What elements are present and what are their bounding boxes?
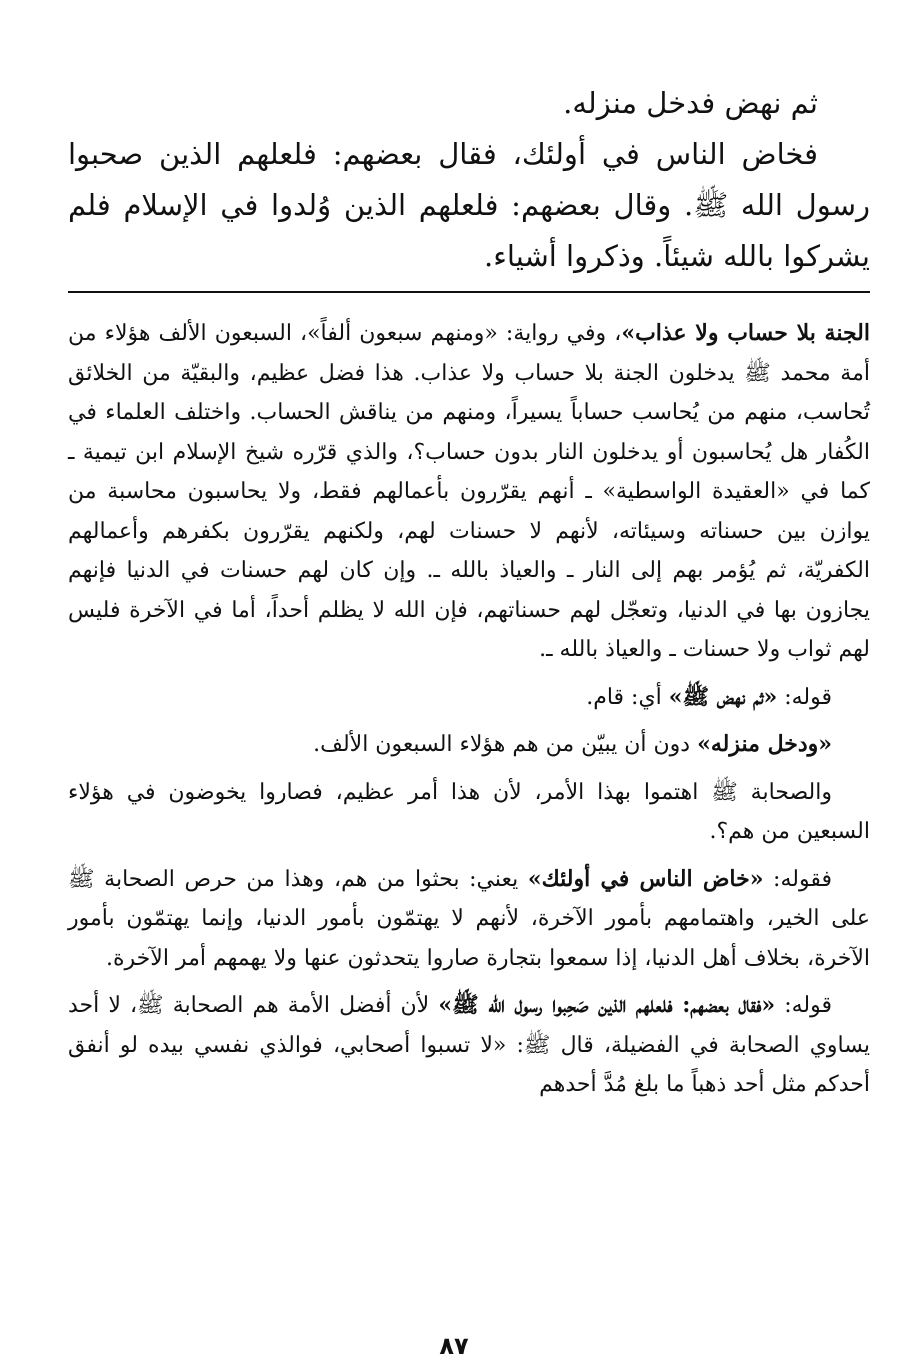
hadith-text bbox=[68, 78, 870, 282]
hadith-paragraph-1: ثم نهض فدخل منزله. bbox=[563, 86, 818, 120]
separator-line bbox=[68, 291, 870, 293]
hadith-paragraph-2: فخاض الناس في أولئك، فقال بعضهم: فلعلهم الذين صحبوا رسول الله ﷺ. وقال بعضهم: فلعلهم الذين وُلدوا في الإسلام فلم يشركوا بالله شيئاً. وذكروا أشياء. bbox=[68, 137, 870, 273]
commentary-paragraph-5 bbox=[68, 860, 870, 979]
paragraph-text: لأن أفضل الأمة هم الصحابة ﷺ، لا أحد يساوي الصحابة في الفضيلة، قال ﷺ: «لا تسبوا أصحابي، فوالذي نفسي بيده لو أنفق أحدكم مثل أحد ذهباً ما بلغ مُدَّ أحدهم bbox=[68, 993, 870, 1097]
paragraph-text: دون أن يبيّن من هم هؤلاء السبعون الألف. bbox=[313, 732, 698, 757]
paragraph-text: أي: قام. bbox=[586, 684, 669, 710]
paragraph-text: ، وفي رواية: «ومنهم سبعون ألفاً»، السبعون الألف هؤلاء من أمة محمد ﷺ يدخلون الجنة بلا حساب ولا عذاب. هذا فضل عظيم، والبقيّة من الخلائق تُحاسب، منهم من يُحاسب حساباً يسيراً، ومنهم من يناقش الحساب. واختلف العلماء في الكُفار هل يُحاسبون أو يدخلون النار بدون حساب؟، والذي قرّره شيخ الإسلام ابن تيمية ـ كما في «العقيدة الواسطية» ـ أنهم يقرّرون بأعمالهم فقط، ولا يحاسبون محاسبة من يوازن بين حسناته وسيئاته، لأنهم لا حسنات لهم، ولكنهم يقرّرون بكفرهم وأعمالهم الكفريّة، ثم يُؤمر بهم إلى النار ـ والعياذ بالله ـ. وإن كان لهم حسنات في الدنيا فإنهم يجازون بها في الدنيا، وتعجّل لهم حسناتهم، فإن الله لا يظلم أحداً، أما في الآخرة فليس لهم ثواب ولا حسنات ـ والعياذ بالله ـ. bbox=[68, 321, 870, 662]
quoted-phrase: «فقال بعضهم: فلعلهم الذين صَحِبوا رسول الله ﷺ» bbox=[438, 992, 776, 1018]
paragraph-text: يعني: بحثوا من هم، وهذا من حرص الصحابة ﷺ على الخير، واهتمامهم بأمور الآخرة، لأنهم لا يهتمّون بأمور الدنيا، وإنما يهتمّون بأمور الآخرة، بخلاف أهل الدنيا، إذا سمعوا بتجارة صاروا يتحدثون عنها ولا يهمهم أمر الآخرة. bbox=[68, 866, 870, 971]
commentary-text bbox=[68, 314, 870, 1105]
quoted-phrase: «خاض الناس في أولئك» bbox=[527, 865, 764, 892]
paragraph-text: قوله: bbox=[777, 684, 832, 710]
quoted-phrase: الجنة بلا حساب ولا عذاب» bbox=[621, 320, 870, 346]
commentary-paragraph-4 bbox=[68, 773, 870, 852]
page-number: ٨٧ bbox=[439, 1332, 469, 1360]
commentary-paragraph-3 bbox=[68, 725, 870, 765]
paragraph-text: فقوله: bbox=[763, 866, 832, 892]
paragraph-text: والصحابة ﷺ اهتموا بهذا الأمر، لأن هذا أمر عظيم، فصاروا يخوضون في هؤلاء السبعين من هم؟. bbox=[68, 779, 870, 844]
quoted-phrase: «ودخل منزله» bbox=[697, 731, 832, 757]
commentary-paragraph-2 bbox=[68, 678, 870, 718]
paragraph-text: قوله: bbox=[775, 993, 833, 1018]
commentary-paragraph-6 bbox=[68, 986, 870, 1105]
commentary-paragraph-1 bbox=[68, 314, 870, 670]
quoted-phrase: «ثم نهض ﷺ» bbox=[668, 683, 778, 710]
page bbox=[68, 78, 870, 1367]
